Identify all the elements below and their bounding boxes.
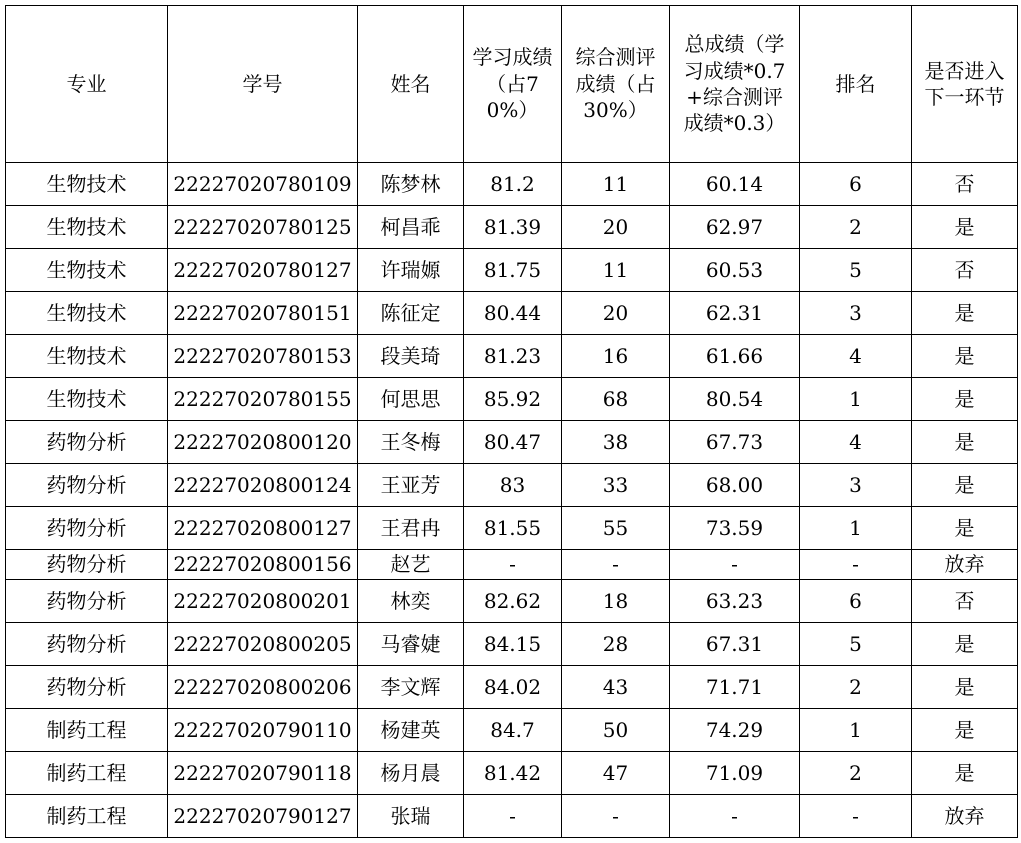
cell-total-score: 71.09 — [670, 752, 800, 795]
cell-rank: 2 — [800, 206, 912, 249]
table-row — [6, 421, 1018, 464]
cell-name: 柯昌乖 — [358, 206, 464, 249]
cell-total-score: 62.31 — [670, 292, 800, 335]
cell-academic-score: 84.02 — [464, 666, 562, 709]
cell-student-id: 22227020790127 — [168, 795, 358, 838]
cell-major: 制药工程 — [6, 752, 168, 795]
table-row — [6, 623, 1018, 666]
cell-evaluation-score: 55 — [562, 507, 670, 550]
table-row — [6, 163, 1018, 206]
cell-advance: 是 — [912, 507, 1018, 550]
cell-total-score: - — [670, 550, 800, 580]
cell-student-id: 22227020790118 — [168, 752, 358, 795]
cell-student-id: 22227020780127 — [168, 249, 358, 292]
cell-name: 陈梦林 — [358, 163, 464, 206]
cell-name: 许瑞嫄 — [358, 249, 464, 292]
cell-evaluation-score: 11 — [562, 249, 670, 292]
cell-student-id: 22227020800124 — [168, 464, 358, 507]
cell-name: 王冬梅 — [358, 421, 464, 464]
cell-evaluation-score: 68 — [562, 378, 670, 421]
cell-total-score: - — [670, 795, 800, 838]
table-row — [6, 666, 1018, 709]
cell-major: 生物技术 — [6, 292, 168, 335]
header-total-score: 总成绩（学习成绩*0.7+综合测评成绩*0.3） — [670, 6, 800, 163]
cell-student-id: 22227020780151 — [168, 292, 358, 335]
cell-academic-score: 80.44 — [464, 292, 562, 335]
header-row — [6, 6, 1018, 163]
cell-total-score: 67.73 — [670, 421, 800, 464]
cell-advance: 否 — [912, 580, 1018, 623]
cell-name: 李文辉 — [358, 666, 464, 709]
cell-name: 陈征定 — [358, 292, 464, 335]
cell-academic-score: 83 — [464, 464, 562, 507]
cell-total-score: 68.00 — [670, 464, 800, 507]
cell-academic-score: 82.62 — [464, 580, 562, 623]
cell-academic-score: 81.55 — [464, 507, 562, 550]
cell-rank: 2 — [800, 752, 912, 795]
table-row — [6, 752, 1018, 795]
cell-student-id: 22227020800127 — [168, 507, 358, 550]
header-evaluation-score: 综合测评成绩（占30%） — [562, 6, 670, 163]
cell-rank: 4 — [800, 335, 912, 378]
cell-name: 杨月晨 — [358, 752, 464, 795]
cell-total-score: 74.29 — [670, 709, 800, 752]
cell-major: 制药工程 — [6, 709, 168, 752]
table-row — [6, 249, 1018, 292]
cell-advance: 否 — [912, 163, 1018, 206]
cell-evaluation-score: 50 — [562, 709, 670, 752]
cell-student-id: 22227020790110 — [168, 709, 358, 752]
table-row — [6, 206, 1018, 249]
cell-rank: 4 — [800, 421, 912, 464]
cell-academic-score: 81.39 — [464, 206, 562, 249]
cell-evaluation-score: 38 — [562, 421, 670, 464]
cell-evaluation-score: 20 — [562, 206, 670, 249]
cell-rank: 6 — [800, 163, 912, 206]
cell-rank: 3 — [800, 292, 912, 335]
table-row — [6, 795, 1018, 838]
cell-rank: 3 — [800, 464, 912, 507]
table-body — [6, 163, 1018, 838]
cell-evaluation-score: - — [562, 795, 670, 838]
cell-name: 何思思 — [358, 378, 464, 421]
header-student-id: 学号 — [168, 6, 358, 163]
cell-evaluation-score: 11 — [562, 163, 670, 206]
cell-academic-score: 81.23 — [464, 335, 562, 378]
cell-advance: 否 — [912, 249, 1018, 292]
cell-academic-score: 81.2 — [464, 163, 562, 206]
cell-rank: 2 — [800, 666, 912, 709]
cell-major: 药物分析 — [6, 507, 168, 550]
cell-advance: 是 — [912, 623, 1018, 666]
cell-evaluation-score: 20 — [562, 292, 670, 335]
cell-evaluation-score: 28 — [562, 623, 670, 666]
cell-total-score: 71.71 — [670, 666, 800, 709]
cell-name: 林奕 — [358, 580, 464, 623]
cell-advance: 是 — [912, 206, 1018, 249]
cell-total-score: 67.31 — [670, 623, 800, 666]
cell-advance: 是 — [912, 421, 1018, 464]
cell-advance: 是 — [912, 335, 1018, 378]
table-row — [6, 550, 1018, 580]
table-row — [6, 580, 1018, 623]
cell-major: 药物分析 — [6, 464, 168, 507]
cell-student-id: 22227020800205 — [168, 623, 358, 666]
cell-total-score: 60.53 — [670, 249, 800, 292]
cell-major: 制药工程 — [6, 795, 168, 838]
cell-advance: 放弃 — [912, 550, 1018, 580]
cell-name: 马睿婕 — [358, 623, 464, 666]
cell-name: 王亚芳 — [358, 464, 464, 507]
cell-major: 生物技术 — [6, 335, 168, 378]
cell-rank: 6 — [800, 580, 912, 623]
cell-total-score: 63.23 — [670, 580, 800, 623]
table-row — [6, 378, 1018, 421]
cell-evaluation-score: 33 — [562, 464, 670, 507]
cell-name: 段美琦 — [358, 335, 464, 378]
cell-major: 药物分析 — [6, 666, 168, 709]
table-row — [6, 709, 1018, 752]
cell-rank: 1 — [800, 507, 912, 550]
cell-evaluation-score: 18 — [562, 580, 670, 623]
cell-evaluation-score: 16 — [562, 335, 670, 378]
cell-academic-score: 81.75 — [464, 249, 562, 292]
cell-advance: 是 — [912, 292, 1018, 335]
cell-student-id: 22227020780109 — [168, 163, 358, 206]
cell-academic-score: 84.15 — [464, 623, 562, 666]
cell-name: 杨建英 — [358, 709, 464, 752]
cell-rank: 5 — [800, 623, 912, 666]
cell-total-score: 80.54 — [670, 378, 800, 421]
cell-advance: 是 — [912, 378, 1018, 421]
cell-evaluation-score: - — [562, 550, 670, 580]
header-major: 专业 — [6, 6, 168, 163]
cell-academic-score: 80.47 — [464, 421, 562, 464]
header-rank: 排名 — [800, 6, 912, 163]
cell-student-id: 22227020800120 — [168, 421, 358, 464]
table-row — [6, 335, 1018, 378]
cell-student-id: 22227020800156 — [168, 550, 358, 580]
cell-total-score: 61.66 — [670, 335, 800, 378]
cell-advance: 放弃 — [912, 795, 1018, 838]
cell-student-id: 22227020780125 — [168, 206, 358, 249]
cell-evaluation-score: 47 — [562, 752, 670, 795]
cell-academic-score: - — [464, 795, 562, 838]
cell-academic-score: 84.7 — [464, 709, 562, 752]
cell-major: 药物分析 — [6, 550, 168, 580]
cell-major: 药物分析 — [6, 580, 168, 623]
cell-advance: 是 — [912, 709, 1018, 752]
cell-rank: 1 — [800, 709, 912, 752]
cell-total-score: 73.59 — [670, 507, 800, 550]
cell-rank: - — [800, 550, 912, 580]
table-row — [6, 464, 1018, 507]
cell-name: 王君冉 — [358, 507, 464, 550]
cell-rank: 1 — [800, 378, 912, 421]
header-name: 姓名 — [358, 6, 464, 163]
table-row — [6, 507, 1018, 550]
cell-student-id: 22227020780153 — [168, 335, 358, 378]
cell-total-score: 60.14 — [670, 163, 800, 206]
cell-rank: - — [800, 795, 912, 838]
cell-evaluation-score: 43 — [562, 666, 670, 709]
header-academic-score: 学习成绩（占70%） — [464, 6, 562, 163]
cell-major: 生物技术 — [6, 249, 168, 292]
cell-major: 生物技术 — [6, 206, 168, 249]
cell-total-score: 62.97 — [670, 206, 800, 249]
table-row — [6, 292, 1018, 335]
cell-rank: 5 — [800, 249, 912, 292]
cell-student-id: 22227020780155 — [168, 378, 358, 421]
grades-table — [5, 5, 1018, 838]
header-advance: 是否进入下一环节 — [912, 6, 1018, 163]
cell-advance: 是 — [912, 464, 1018, 507]
cell-academic-score: - — [464, 550, 562, 580]
cell-student-id: 22227020800201 — [168, 580, 358, 623]
cell-student-id: 22227020800206 — [168, 666, 358, 709]
cell-name: 张瑞 — [358, 795, 464, 838]
cell-major: 药物分析 — [6, 623, 168, 666]
cell-academic-score: 81.42 — [464, 752, 562, 795]
cell-advance: 是 — [912, 666, 1018, 709]
cell-major: 生物技术 — [6, 163, 168, 206]
cell-advance: 是 — [912, 752, 1018, 795]
cell-major: 生物技术 — [6, 378, 168, 421]
cell-academic-score: 85.92 — [464, 378, 562, 421]
cell-major: 药物分析 — [6, 421, 168, 464]
cell-name: 赵艺 — [358, 550, 464, 580]
